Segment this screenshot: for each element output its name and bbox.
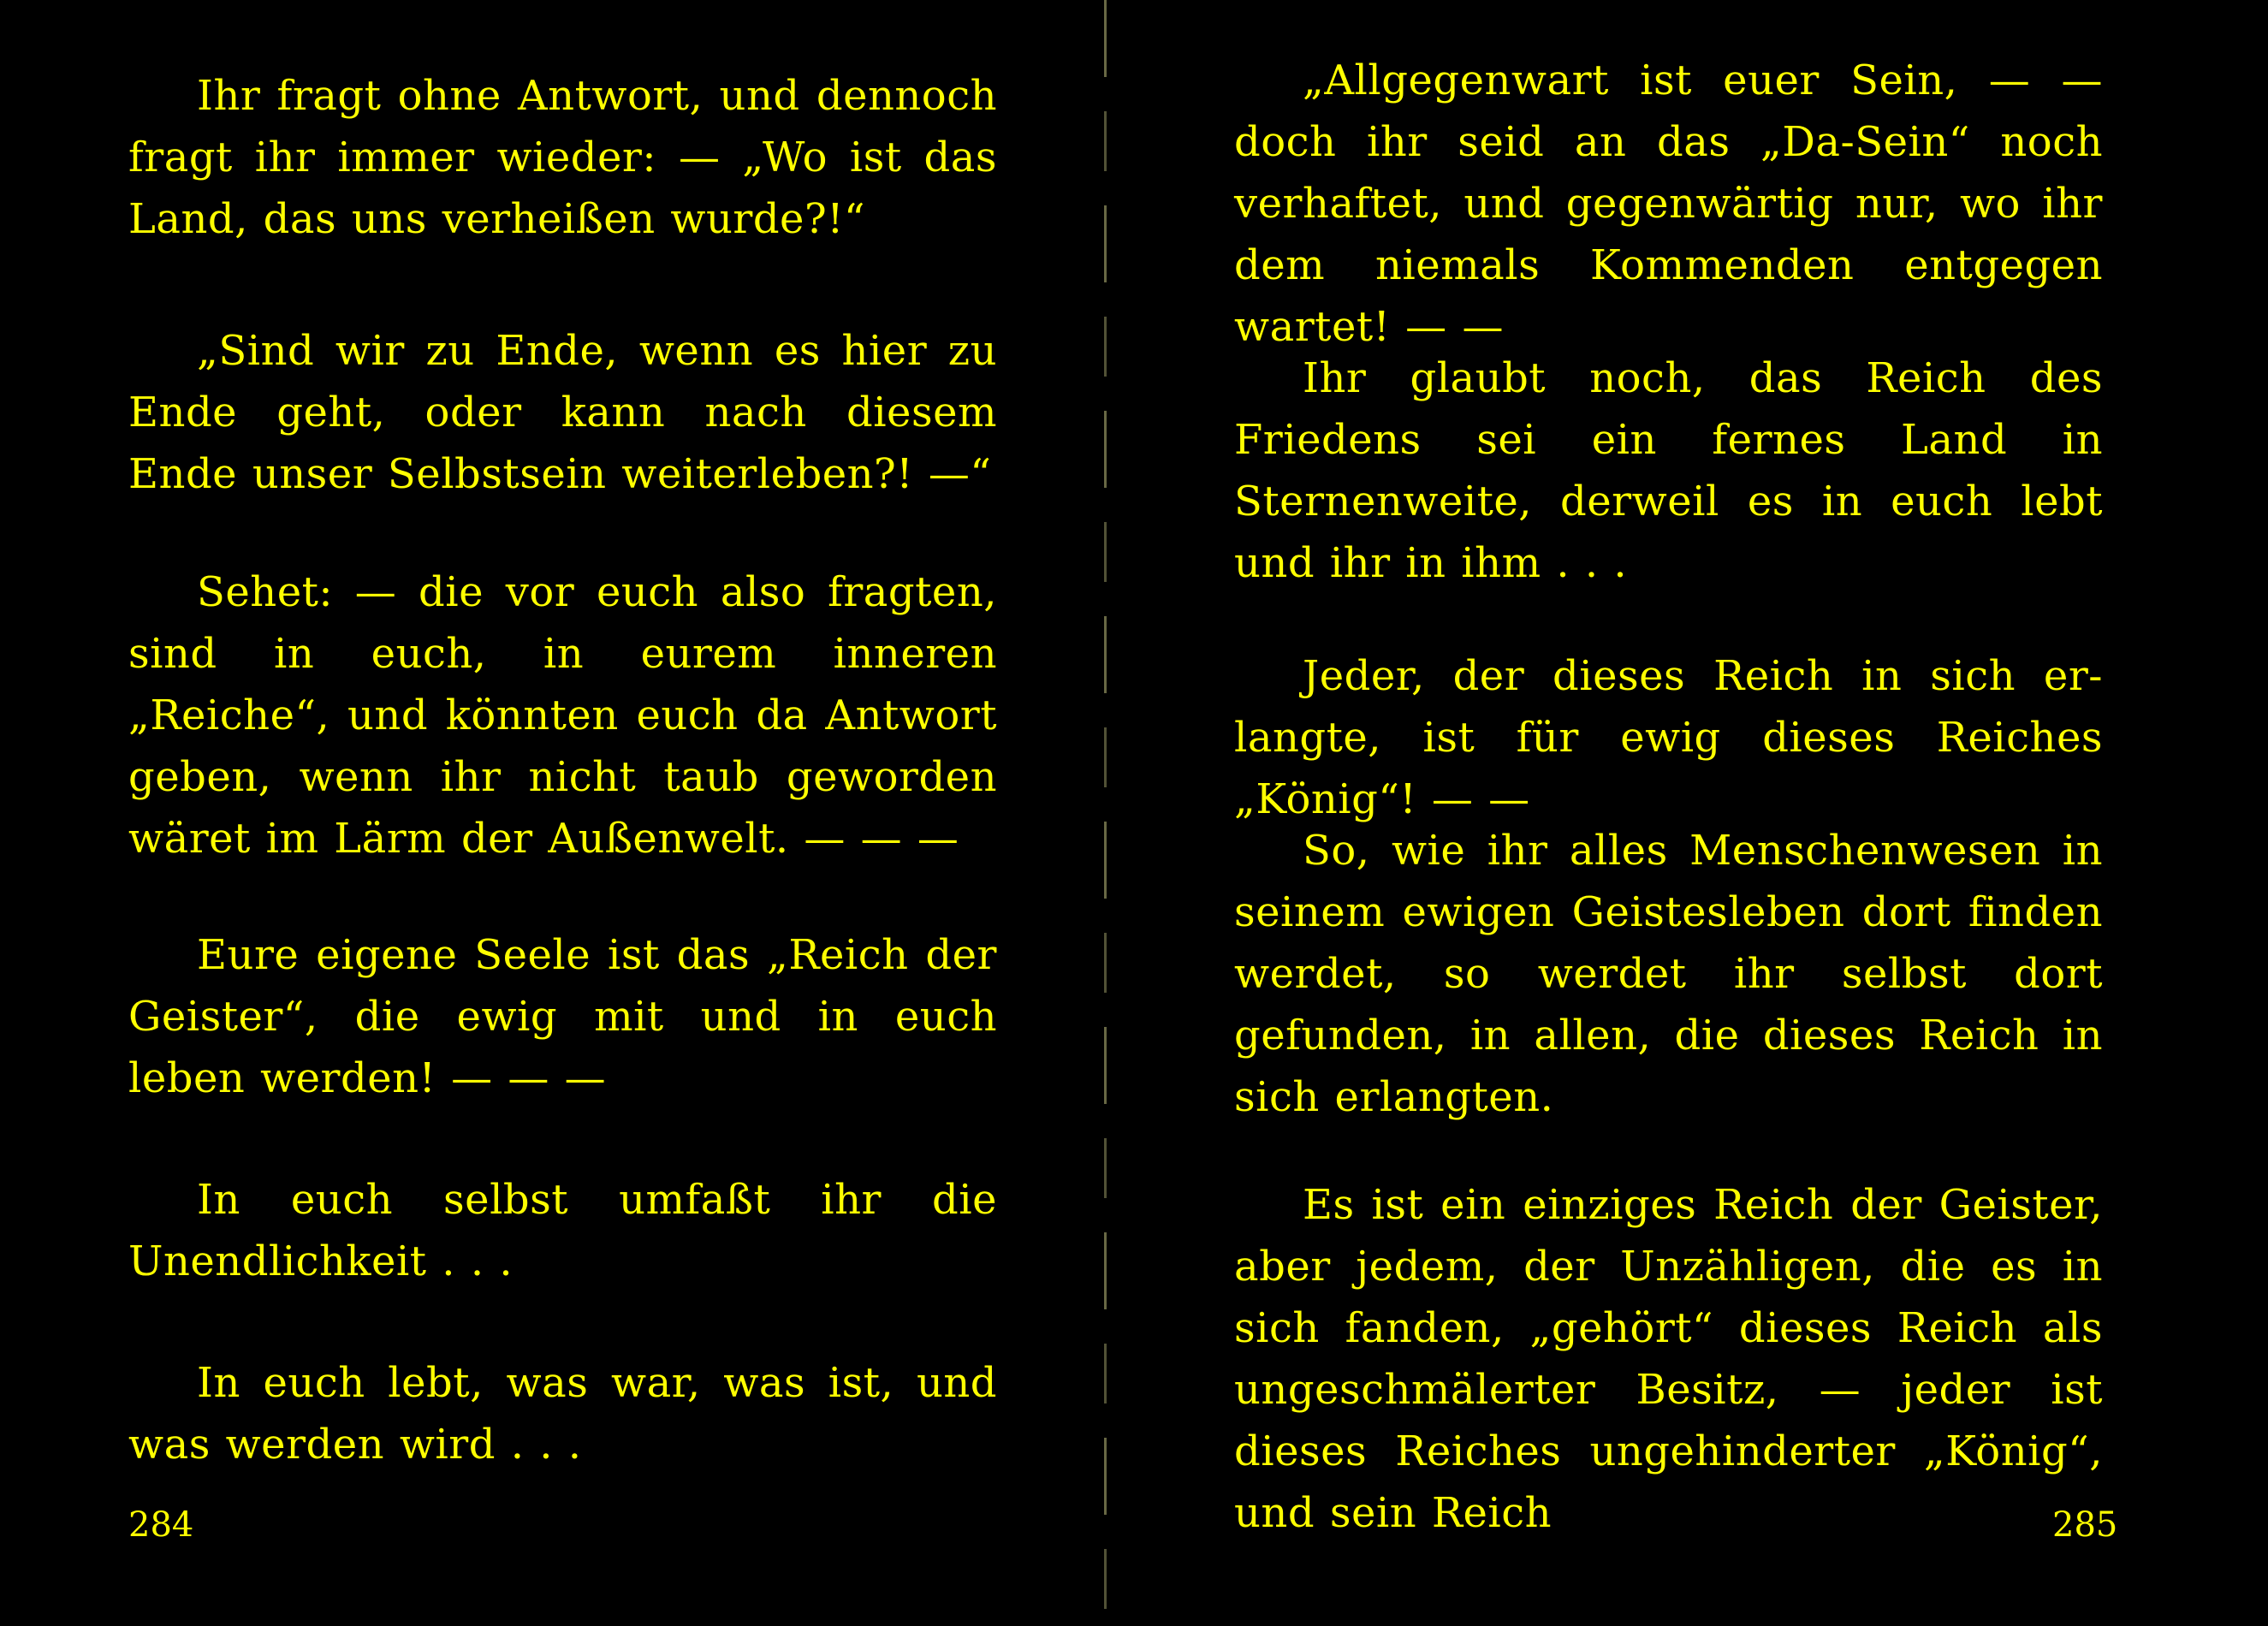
paragraph: „Sind wir zu Ende, wenn es hier zu Ende geht, oder kann nach diesem Ende unser Selbstsein weiterleben?! —“	[128, 327, 997, 498]
paragraph: Jeder, der dieses Reich in sich er-langte, ist für ewig dieses Reiches „König“! — —	[1234, 652, 2103, 823]
paragraph: In euch lebt, was war, was ist, und was werden wird . . .	[128, 1359, 997, 1469]
paragraph: Eure eigene Seele ist das „Reich der Geister“, die ewig mit und in euch leben werden! — — —	[128, 931, 997, 1102]
paragraph: So, wie ihr alles Menschenwesen in seinem ewigen Geistesleben dort finden werdet, so werdet ihr selbst dort gefunden, in allen, die dieses Reich in sich erlangten.	[1234, 827, 2103, 1121]
paragraph: Es ist ein einziges Reich der Geister, aber jedem, der Unzähligen, die es in sich fanden, „gehört“ dieses Reich als ungeschmälerter Besitz, — jeder ist dieses Reiches ungehinderter „König“, und sein Reich	[1234, 1181, 2103, 1537]
book-gutter	[1104, 0, 1107, 1626]
paragraph: In euch selbst umfaßt ihr die Unendlichkeit . . .	[128, 1176, 997, 1285]
paragraph: Ihr glaubt noch, das Reich des Friedens sei ein fernes Land in Sternenweite, derweil es in euch lebt und ihr in ihm . . .	[1234, 354, 2103, 587]
page-number: 284	[128, 1505, 194, 1545]
paragraph: Sehet: — die vor euch also fragten, sind in euch, in eurem inneren „Reiche“, und könnten euch da Antwort geben, wenn ihr nicht taub geworden wäret im Lärm der Außenwelt. — — —	[128, 568, 997, 863]
paragraph: „Allgegenwart ist euer Sein, — — doch ihr seid an das „Da-Sein“ noch verhaftet, und gegenwärtig nur, wo ihr dem niemals Kommenden entgegen wartet! — —	[1234, 56, 2103, 351]
right-page	[1113, 0, 2268, 1626]
paragraph: Ihr fragt ohne Antwort, und dennoch fragt ihr immer wieder: — „Wo ist das Land, das uns verheißen wurde?!“	[128, 72, 997, 243]
page-number: 285	[2052, 1505, 2118, 1545]
left-page	[0, 0, 1113, 1626]
